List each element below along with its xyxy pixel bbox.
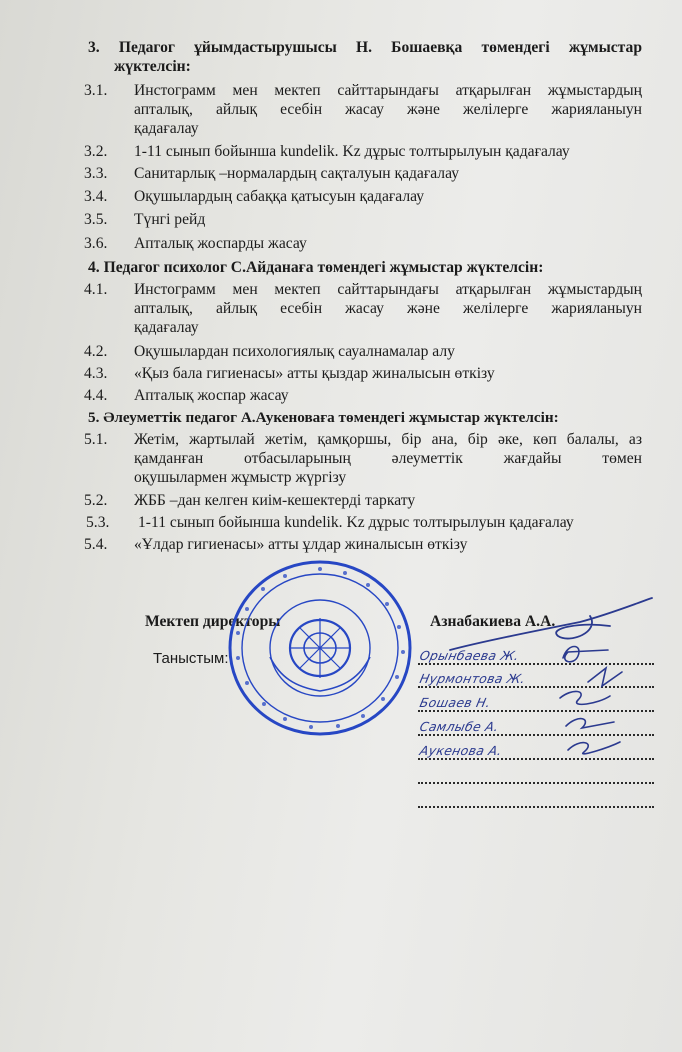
- item-text: Инстограмм мен мектеп сайттарындағы атқарылған жұмыстардың: [134, 82, 642, 99]
- director-label: Мектеп директоры: [145, 613, 281, 630]
- item-text: ЖББ –дан келген киім-кешектерді таркату: [134, 492, 416, 509]
- item-number: 4.3.: [84, 365, 108, 382]
- signer-name: Самлыбе А.: [418, 719, 501, 734]
- item-text: оқушылармен жұмыстр жүргізу: [134, 469, 347, 486]
- school-seal-icon: [225, 557, 415, 739]
- signer-name: Нурмонтова Ж.: [418, 671, 527, 686]
- signer-name: Аукенова А.: [418, 743, 504, 758]
- item-text: апталық, айлық есебін жасау және желілерге жарияланыун: [134, 101, 642, 118]
- signer-name: Орынбаева Ж.: [418, 648, 521, 663]
- item-text: қадағалау: [134, 120, 199, 137]
- item-text: қамданған отбасыларының әлеуметтік жағдайы төмен: [134, 450, 642, 467]
- item-number: 3.1.: [84, 82, 108, 99]
- item-text: Оқушылардан психологиялық сауалнамалар алу: [134, 343, 455, 360]
- item-text: 1-11 сынып бойынша kundelik. Kz дұрыс толтырылуын қадағалау: [134, 143, 570, 160]
- item-number: 3.4.: [84, 188, 108, 205]
- section-4-heading: 4. Педагог психолог С.Айданаға төмендегі жұмыстар жүктелсін:: [88, 259, 544, 276]
- item-number: 5.1.: [84, 431, 108, 448]
- section-3-heading-cont: жүктелсін:: [114, 58, 191, 75]
- item-number: 5.3.: [86, 514, 110, 531]
- item-text: Санитарлық –нормалардың сақталуын қадағалау: [134, 165, 460, 182]
- item-number: 4.2.: [84, 343, 108, 360]
- item-number: 4.4.: [84, 387, 108, 404]
- item-text: Апталық жоспар жасау: [134, 387, 289, 404]
- item-text: 1-11 сынып бойынша kundelik. Kz дұрыс толтырылуын қадағалау: [138, 514, 574, 531]
- section-5-heading: 5. Әлеуметтік педагог А.Аукеноваға төмендегі жұмыстар жүктелсін:: [88, 409, 559, 426]
- item-number: 3.6.: [84, 235, 108, 252]
- item-number: 5.4.: [84, 536, 108, 553]
- item-text: «Ұлдар гигиенасы» атты ұлдар жиналысын өткізу: [134, 536, 468, 553]
- item-number: 5.2.: [84, 492, 108, 509]
- item-text: апталық, айлық есебін жасау және желілерге жарияланыун: [134, 300, 642, 317]
- item-text: Инстограмм мен мектеп сайттарындағы атқарылған жұмыстардың: [134, 281, 642, 298]
- item-number: 3.5.: [84, 211, 108, 228]
- section-3-heading: 3. Педагог ұйымдастырушысы Н. Бошаевқа төмендегі жұмыстар: [88, 39, 642, 56]
- item-number: 3.2.: [84, 143, 108, 160]
- item-number: 3.3.: [84, 165, 108, 182]
- director-name: Азнабакиева А.А.: [430, 613, 556, 630]
- signature-icon: [440, 592, 660, 662]
- item-text: Апталық жоспарды жасау: [134, 235, 307, 252]
- item-text: Жетім, жартылай жетім, қамқоршы, бір ана, бір әке, көп балалы, аз: [134, 431, 642, 448]
- signer-name: Бошаев Н.: [418, 695, 493, 710]
- acquainted-label: Таныстым:: [153, 650, 229, 667]
- item-text: Оқушылардың сабаққа қатысуын қадағалау: [134, 188, 425, 205]
- item-text: Түнгі рейд: [134, 211, 206, 228]
- item-text: қадағалау: [134, 319, 199, 336]
- item-text: «Қыз бала гигиенасы» атты қыздар жиналысын өткізу: [134, 365, 495, 382]
- signature-row-blank: [418, 788, 654, 808]
- item-number: 4.1.: [84, 281, 108, 298]
